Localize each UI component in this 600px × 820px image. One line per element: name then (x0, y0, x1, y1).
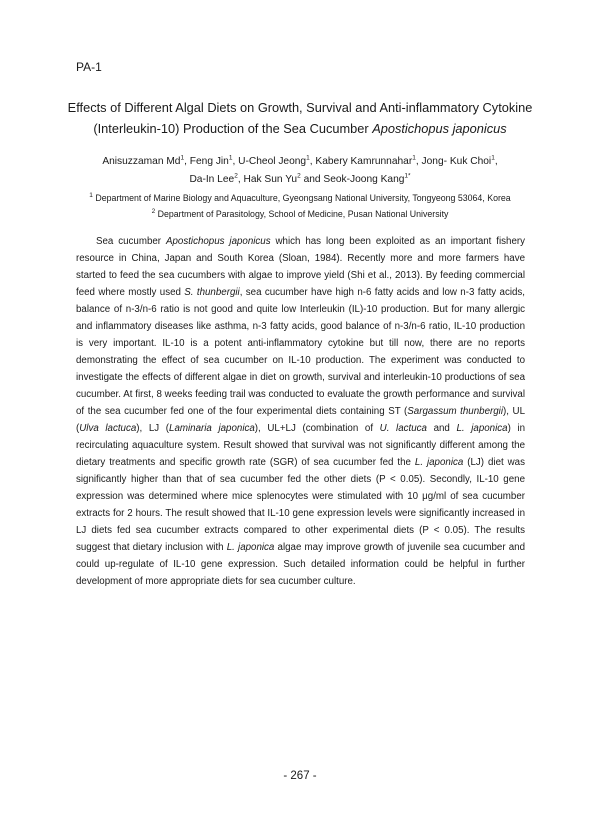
affil-text: Department of Parasitology, School of Medicine, Pusan National University (155, 209, 449, 219)
author-affil-mark: 2 (297, 172, 301, 180)
paper-title (60, 97, 540, 139)
abstract-text: Sea cucumber (96, 236, 166, 247)
author-name: Hak Sun Yu (243, 174, 298, 185)
author-affil-mark: 2 (234, 172, 238, 180)
author-name: Da-In Lee (189, 174, 235, 185)
author-separator: , (494, 156, 498, 167)
author-affil-mark: 1 (491, 154, 495, 162)
page-number: - 267 - (283, 770, 317, 782)
abstract-code: PA-1 (76, 60, 102, 74)
abstract-text: , sea cucumber have high n-6 fatty acids and low n-3 fatty acids, balance of n-3/n-6 ratio is not good and quite low Interleukin (IL)-10 production. But for many allergic and inflammatory diseases like asthma, n-3 fatty acids, good balance of n-3/n-6 ratio, IL-10 production is very important. IL-10 is a potent anti-inflammatory cytokine but till now, there are no reports demonstrating the effect of sea cucumber on IL-10 production. The experiment was conducted to investigate the effects of different algae in diet on growth, survival and interleukin-10 productions of sea cucumber. At first, 8 weeks feeding trail was conducted to evaluate the growth performance and survival of the sea cucumber fed one of the four experimental diets containing ST ( (76, 287, 526, 417)
author-separator: , (309, 156, 316, 167)
affil-text: Department of Marine Biology and Aquaculture, Gyeongsang National University, Tongyeong 53064, Korea (92, 193, 511, 203)
author-separator: , (237, 174, 244, 185)
abstract-text: ), LJ ( (136, 423, 170, 434)
author-name: Feng Jin (189, 156, 229, 167)
species-name: Ulva lactuca (79, 423, 137, 434)
species-name: L. japonica (414, 457, 464, 468)
affiliation (40, 206, 560, 222)
author-name: Seok-Joong Kang (323, 174, 405, 185)
abstract-text: and (426, 423, 457, 434)
author-name: Kabery Kamrunnahar (315, 156, 413, 167)
species-name: L. japonica (456, 423, 508, 434)
author-affil-mark: 1* (404, 172, 411, 180)
abstract-text: ) in recirculating aquaculture system. Result showed that survival was not significantly different among the dietary treatments and specific growth rate (SGR) of sea cucumber fed the (76, 423, 526, 468)
author-affil-mark: 1 (412, 154, 416, 162)
species-name: L. japonica (226, 542, 275, 553)
species-name: Sargassum thunbergii (407, 406, 503, 417)
abstract-text: ), UL+LJ (combination of (254, 423, 380, 434)
author-name: Anisuzzaman Md (102, 156, 181, 167)
author-affil-mark: 1 (306, 154, 310, 162)
species-name: Laminaria japonica (169, 423, 255, 434)
species-name: U. lactuca (379, 423, 427, 434)
author-separator: , (184, 156, 190, 167)
species-name: Apostichopus japonicus (165, 236, 271, 247)
affil-mark: 2 (151, 208, 156, 216)
abstract-text: algae may improve growth of juvenile sea cucumber and could up-regulate of IL-10 gene expression. Such detailed information could be helpful in further development of more appropriate diets for sea cucumber culture. (76, 542, 525, 587)
title-line-2: (Interleukin-10) Production of the Sea Cucumber (93, 121, 373, 136)
author-name: Jong- Kuk Choi (421, 156, 492, 167)
abstract-text: (LJ) diet was significantly higher than that of sea cucumber fed the other diets (P < 0.05). Secondly, IL-10 gene expression was determined where mice splenocytes were stimulated with 10 μg/ml of sea cucumber extracts for 2 hours. The result showed that IL-10 gene expression levels were significantly increased in LJ diets fed sea cucumber extracts compared to other experimental diets (P < 0.05). The results suggest that dietary inclusion with (76, 457, 525, 553)
title-line-1: Effects of Different Algal Diets on Growth, Survival and Anti-inflammatory Cytokine (67, 100, 533, 115)
author-name: U-Cheol Jeong (238, 156, 307, 167)
affiliation-list (40, 190, 560, 222)
affiliation (40, 190, 560, 206)
abstract-text: which has long been exploited as an important fishery resource in China, Japan and South Korea (Sloan, 1984). Recently more and more farmers have started to feed the sea cucumbers with algae to improve yield (Shi et al., 2013). By feeding commercial feed where mostly used (76, 236, 526, 298)
author-separator: , (232, 156, 239, 167)
title-species: Apostichopus japonicus (372, 121, 507, 136)
species-name: S. thunbergii (184, 287, 240, 298)
author-separator: , (415, 156, 422, 167)
author-affil-mark: 1 (180, 154, 185, 162)
author-separator: and (300, 174, 324, 185)
author-affil-mark: 1 (228, 154, 233, 162)
abstract-text: ), UL ( (76, 406, 525, 434)
author-list (60, 153, 540, 189)
abstract-body (76, 233, 525, 590)
affil-mark: 1 (89, 192, 93, 200)
